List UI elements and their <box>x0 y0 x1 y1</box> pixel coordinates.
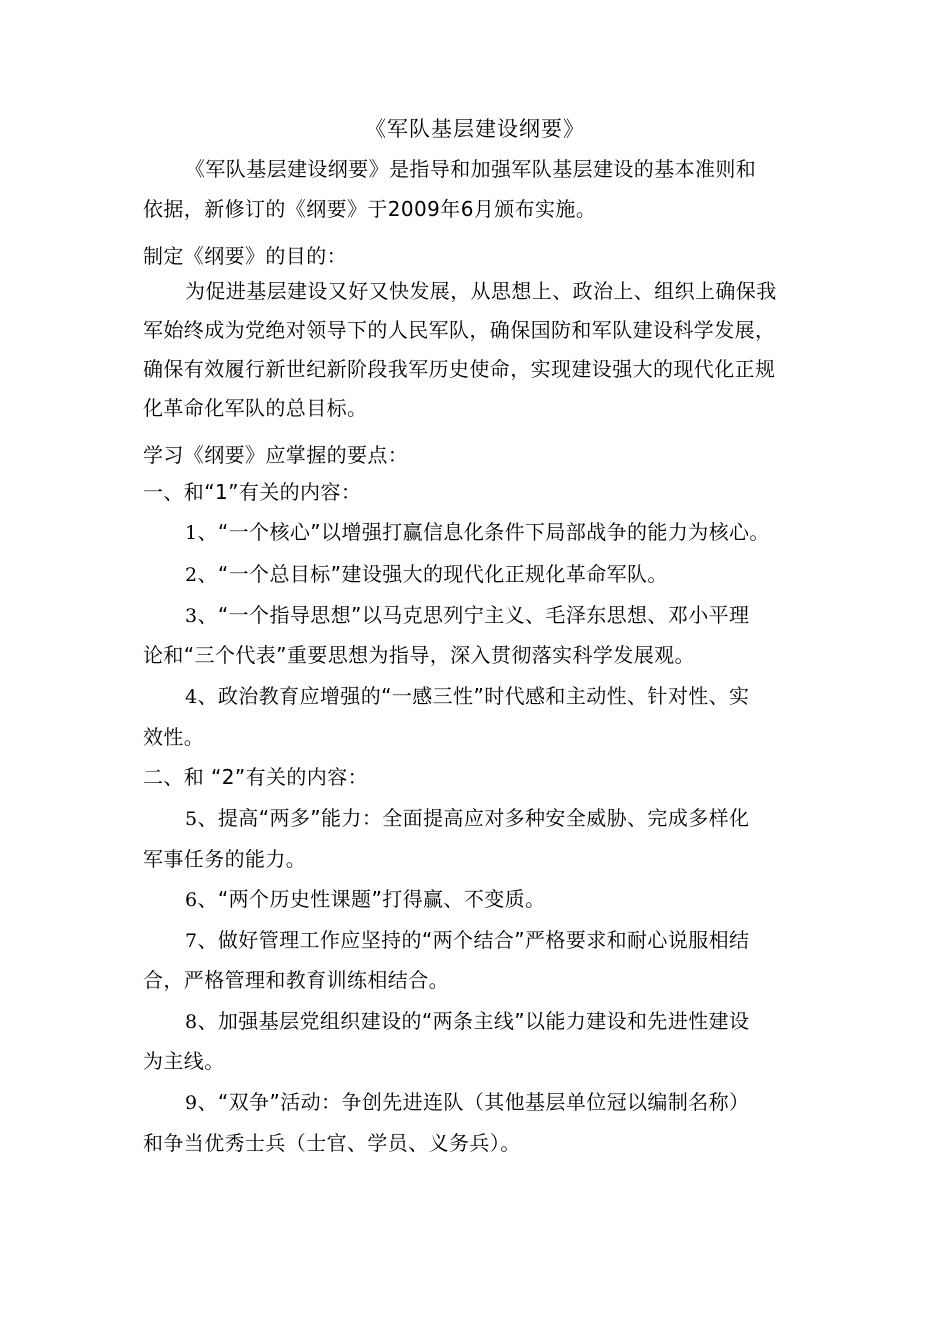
list-item-4 <box>185 679 813 714</box>
list-item-number: 9 <box>185 1092 198 1114</box>
section-2-heading: 二、和 “2”有关的内容： <box>143 765 369 789</box>
list-item-7 <box>185 923 813 958</box>
list-item-8 <box>185 1004 813 1039</box>
purpose-line-3: 确保有效履行新世纪新阶段我军历史使命，实现建设强大的现代化正规 <box>143 357 776 381</box>
list-item-number: 3 <box>185 605 198 627</box>
purpose-line-1: 为促进基层建设又好又快发展，从思想上、政治上、组织上确保我 <box>185 279 777 303</box>
purpose-line-2: 军始终成为党绝对领导下的人民军队，确保国防和军队建设科学发展， <box>143 318 776 342</box>
list-item-text: 、“两个历史性课题”打得赢、不变质。 <box>197 887 546 911</box>
list-item-6 <box>185 882 813 917</box>
document-title: 《军队基层建设纲要》 <box>365 117 585 141</box>
list-item-text: 、做好管理工作应坚持的“两个结合”严格要求和耐心说服相结 <box>197 928 750 952</box>
purpose-heading: 制定《纲要》的目的： <box>143 244 347 268</box>
list-item-1 <box>185 515 813 550</box>
list-item-number: 7 <box>185 930 198 952</box>
list-item-5-continuation: 军事任务的能力。 <box>143 847 307 871</box>
list-item-text: 、提高“两多”能力：全面提高应对多种安全威胁、完成多样化 <box>197 806 750 830</box>
intro-line-2: 依据，新修订的《纲要》于2009年6月颁布实施。 <box>143 197 597 221</box>
intro-line-1: 《军队基层建设纲要》是指导和加强军队基层建设的基本准则和 <box>185 157 757 181</box>
list-item-text: 、政治教育应增强的“一感三性”时代感和主动性、针对性、实 <box>197 684 750 708</box>
list-item-9-continuation: 和争当优秀士兵（士官、学员、义务兵）。 <box>143 1131 521 1155</box>
list-item-7-continuation: 合，严格管理和教育训练相结合。 <box>143 968 449 992</box>
list-item-text: 、“一个指导思想”以马克思列宁主义、毛泽东思想、邓小平理 <box>197 603 750 627</box>
study-heading: 学习《纲要》应掌握的要点： <box>143 443 409 467</box>
section-1-heading: 一、和“1”有关的内容： <box>143 480 362 504</box>
list-item-5 <box>185 801 813 836</box>
list-item-9 <box>185 1085 813 1120</box>
list-item-number: 8 <box>185 1011 198 1033</box>
list-item-number: 4 <box>185 686 198 708</box>
list-item-3 <box>185 598 813 633</box>
list-item-number: 2 <box>185 564 198 586</box>
list-item-number: 5 <box>185 808 198 830</box>
list-item-3-continuation: 论和“三个代表”重要思想为指导，深入贯彻落实科学发展观。 <box>143 643 695 667</box>
list-item-8-continuation: 为主线。 <box>143 1049 225 1073</box>
list-item-text: 、“一个核心”以增强打赢信息化条件下局部战争的能力为核心。 <box>197 520 770 544</box>
list-item-number: 6 <box>185 889 198 911</box>
purpose-line-4: 化革命化军队的总目标。 <box>143 396 368 420</box>
list-item-text: 、加强基层党组织建设的“两条主线”以能力建设和先进性建设 <box>197 1009 750 1033</box>
list-item-text: 、“双争”活动：争创先进连队（其他基层单位冠以编制名称） <box>197 1090 750 1114</box>
list-item-number: 1 <box>185 522 198 544</box>
list-item-text: 、“一个总目标”建设强大的现代化正规化革命军队。 <box>197 562 668 586</box>
list-item-4-continuation: 效性。 <box>143 725 205 749</box>
list-item-2 <box>185 557 813 592</box>
